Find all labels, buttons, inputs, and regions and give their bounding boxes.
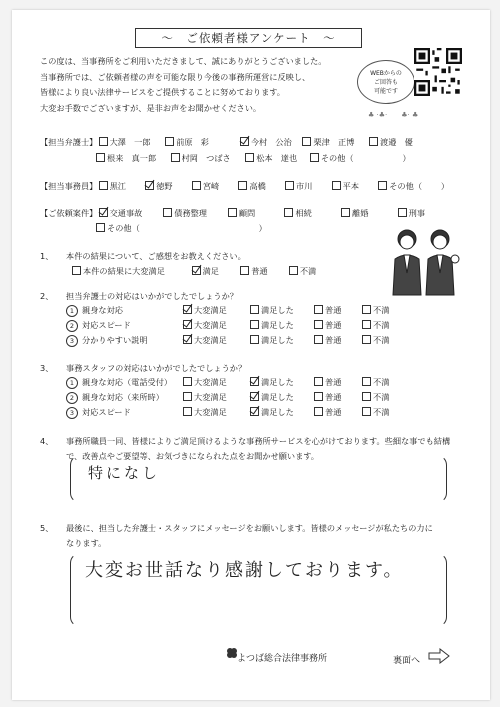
checkbox[interactable] <box>250 305 259 314</box>
checkbox[interactable] <box>362 392 371 401</box>
rating-choice[interactable] <box>250 335 294 346</box>
staff-name: その他（ <box>389 181 423 191</box>
rating-choice[interactable] <box>183 335 227 346</box>
choice-label: 大変満足 <box>194 392 227 402</box>
case-option[interactable] <box>163 207 225 219</box>
choice-label: 大変満足 <box>194 407 227 417</box>
lawyer-option[interactable] <box>96 152 168 164</box>
choice-label: 不満 <box>373 377 390 387</box>
staff-name: 高橋 <box>249 181 266 191</box>
choice-label: 不満 <box>373 305 390 315</box>
rating-choice[interactable] <box>314 377 341 388</box>
staff-name: 平本 <box>342 181 360 191</box>
checkbox[interactable] <box>362 320 371 329</box>
checkbox[interactable] <box>250 335 259 344</box>
lawyer-row-2 <box>96 152 411 164</box>
lawyer-label: 【担当弁護士】 <box>40 137 98 147</box>
close-paren: ） <box>440 181 450 191</box>
staff-label: 【担当事務員】 <box>40 181 98 191</box>
q1-option[interactable] <box>240 265 286 277</box>
checkbox[interactable] <box>314 407 323 416</box>
item-number: 3 <box>66 335 78 347</box>
choice-label: 満足した <box>261 320 294 330</box>
choice-label: 大変満足 <box>194 377 227 387</box>
q1-option-label: 本件の結果に大変満足 <box>83 266 165 276</box>
checkbox[interactable] <box>183 320 192 329</box>
choice-label: 満足した <box>261 392 294 402</box>
q4-text: 4、 事務所職員一同、皆様によりご満足頂けるような事務所サービスを心がけております。些細な事でも結構 <box>40 436 451 446</box>
checkbox[interactable] <box>362 305 371 314</box>
arrow-right-icon[interactable] <box>428 648 450 664</box>
rating-item-label <box>66 407 131 419</box>
staff-option[interactable] <box>378 180 438 192</box>
rating-item-label <box>66 320 131 332</box>
firm-name: よつば総合法律事務所 <box>237 654 328 664</box>
q3-text: 3、 事務スタッフの対応はいかがでしたでしょうか？ <box>40 363 247 373</box>
item-label: 対応スピード <box>82 407 131 417</box>
close-paren: ） <box>258 223 267 233</box>
checkbox[interactable] <box>314 392 323 401</box>
checkbox[interactable] <box>183 305 192 314</box>
item-number: 3 <box>66 407 78 419</box>
checkbox[interactable] <box>250 377 259 386</box>
rating-choice[interactable] <box>314 305 341 316</box>
rating-choice[interactable] <box>314 320 341 331</box>
q1-option[interactable] <box>72 265 189 277</box>
q1-option-label: 普通 <box>251 266 268 276</box>
staff-name: 黒江 <box>109 181 126 191</box>
lawyer-name: 前原 彩 <box>176 137 209 147</box>
rating-choice[interactable] <box>250 407 294 418</box>
rating-choice[interactable] <box>314 392 341 403</box>
rating-choice[interactable] <box>183 320 227 331</box>
lawyer-option[interactable] <box>369 136 429 148</box>
staff-option[interactable] <box>192 180 236 192</box>
case-label: 【ご依頼案件】 <box>40 208 98 218</box>
item-label: 分かりやすい説明 <box>82 335 148 345</box>
rating-choice[interactable] <box>183 392 227 403</box>
case-name: 交通事故 <box>109 208 143 218</box>
staff-name: 宮崎 <box>202 181 220 191</box>
choice-label: 不満 <box>373 407 390 417</box>
choice-label: 満足した <box>261 407 294 417</box>
checkbox[interactable] <box>314 335 323 344</box>
choice-label: 不満 <box>373 335 390 345</box>
rating-choice[interactable] <box>250 392 294 403</box>
case-name: 顧問 <box>238 208 256 218</box>
lawyer-row-1 <box>40 136 429 148</box>
rating-item-label <box>66 377 172 389</box>
case-option[interactable] <box>284 207 338 219</box>
rating-item-label <box>66 305 123 317</box>
page-title: ～ ご依頼者様アンケート ～ <box>135 28 362 48</box>
choice-label: 普通 <box>325 407 342 417</box>
item-number: 1 <box>66 305 78 317</box>
intro-line: 当事務所では、ご依頼者様の声を可能な限り今後の事務所運営に反映し、 <box>40 71 311 82</box>
lawyer-option[interactable] <box>165 136 237 148</box>
checkbox[interactable] <box>362 377 371 386</box>
q5-text-line2: なります。 <box>66 538 107 548</box>
case-option[interactable] <box>99 207 161 219</box>
rating-choice[interactable] <box>183 407 227 418</box>
lawyer-name: 松本 達也 <box>256 153 298 163</box>
checkbox[interactable] <box>362 407 371 416</box>
item-label: 親身な対応（電話受付） <box>82 377 173 387</box>
checkbox[interactable] <box>183 407 192 416</box>
intro-line: この度は、当事務所をご利用いただきまして、誠にありがとうございました。 <box>40 56 327 66</box>
q5-text: 5、 最後に、担当した弁護士・スタッフにメッセージをお願いします。皆様のメッセージが私たちの力に <box>40 523 433 533</box>
item-label: 対応スピード <box>82 320 131 330</box>
q5-answer: 大変お世話なり感謝しております。 <box>85 560 404 581</box>
rating-choice[interactable] <box>183 305 227 316</box>
checkbox[interactable] <box>183 392 192 401</box>
intro-text <box>40 54 370 116</box>
q4-text-line2: で、改善点やご要望等、お気づきになられた点をお聞かせ願います。 <box>66 451 319 461</box>
lawyer-option[interactable] <box>245 152 307 164</box>
checkbox[interactable] <box>250 392 259 401</box>
choice-label: 普通 <box>325 377 342 387</box>
item-label: 親身な対応 <box>82 305 123 315</box>
choice-label: 普通 <box>325 392 342 402</box>
q1-option-label: 不満 <box>299 266 317 276</box>
staff-illustration <box>385 225 465 303</box>
choice-label: 大変満足 <box>194 320 227 330</box>
lawyer-option[interactable] <box>171 152 243 164</box>
case-option[interactable] <box>228 207 282 219</box>
checkbox[interactable] <box>314 320 323 329</box>
staff-option[interactable] <box>285 180 329 192</box>
case-name: 相続 <box>295 208 312 218</box>
choice-label: 満足した <box>261 305 294 315</box>
close-paren: ） <box>402 153 411 163</box>
choice-label: 満足した <box>261 335 294 345</box>
lawyer-name: 渡邉 優 <box>380 137 413 147</box>
back-page-link[interactable]: 裏面へ <box>393 656 421 666</box>
case-row-1 <box>40 207 438 219</box>
checkbox[interactable] <box>314 377 323 386</box>
rating-choice[interactable] <box>362 377 389 388</box>
bubble-line: ご回答も <box>373 78 398 86</box>
choice-label: 不満 <box>373 392 390 402</box>
item-number: 2 <box>66 320 78 332</box>
q1-option[interactable] <box>192 265 238 277</box>
choice-label: 満足した <box>261 377 294 387</box>
intro-line: 皆様により良い法律サービスをご提供することに努めております。 <box>40 87 285 97</box>
case-name: その他（ <box>107 223 140 233</box>
rating-item-label <box>66 392 164 404</box>
checkbox[interactable] <box>183 377 192 386</box>
staff-option[interactable] <box>238 180 282 192</box>
rating-choice[interactable] <box>250 377 294 388</box>
q4-answer: 特になし <box>88 464 161 482</box>
rating-choice[interactable] <box>362 407 389 418</box>
rating-choice[interactable] <box>183 377 227 388</box>
staff-option[interactable] <box>145 180 189 192</box>
lawyer-option[interactable] <box>99 136 163 148</box>
rating-choice[interactable] <box>362 320 389 331</box>
case-option[interactable] <box>341 207 395 219</box>
case-option[interactable] <box>96 222 256 234</box>
checkbox[interactable] <box>250 407 259 416</box>
lawyer-name: その他（ <box>320 153 354 163</box>
choice-label: 大変満足 <box>194 305 227 315</box>
web-answer-bubble <box>357 60 415 104</box>
checkbox[interactable] <box>250 320 259 329</box>
rating-choice[interactable] <box>362 305 389 316</box>
q1-text: 1、 本件の結果について、ご感想をお教えください。 <box>40 251 246 261</box>
rating-choice[interactable] <box>250 305 294 316</box>
bubble-line: 可能です <box>373 87 398 95</box>
q1-option-label: 満足 <box>202 266 219 276</box>
rating-choice[interactable] <box>362 392 389 403</box>
lawyer-name: 大澤 一郎 <box>109 137 151 147</box>
lawyer-name: 根来 真一郎 <box>107 153 157 163</box>
lawyer-name: 今村 公治 <box>250 137 292 147</box>
item-label: 親身な対応（来所時） <box>82 392 164 402</box>
case-name: 離婚 <box>352 208 369 218</box>
lawyer-option[interactable] <box>310 152 400 164</box>
qr-code-icon[interactable] <box>414 48 462 96</box>
staff-name: 市川 <box>296 181 313 191</box>
choice-label: 不満 <box>373 320 390 330</box>
case-name: 刑事 <box>408 208 426 218</box>
lawyer-option[interactable] <box>302 136 366 148</box>
case-option[interactable] <box>398 207 438 219</box>
case-row-2 <box>96 222 267 234</box>
staff-row <box>40 180 449 192</box>
checkbox[interactable] <box>183 335 192 344</box>
q1-options <box>72 265 329 277</box>
lawyer-name: 栗津 正博 <box>313 137 355 147</box>
clover-decoration: ♣ ·♣· ♣· ♣ <box>368 111 419 119</box>
lawyer-option[interactable] <box>240 136 300 148</box>
rating-choice[interactable] <box>250 320 294 331</box>
rating-choice[interactable] <box>314 335 341 346</box>
choice-label: 普通 <box>325 335 342 345</box>
rating-choice[interactable] <box>314 407 341 418</box>
case-name: 債務整理 <box>174 208 207 218</box>
bubble-line: WEBからの <box>370 69 402 77</box>
item-number: 2 <box>66 392 78 404</box>
choice-label: 大変満足 <box>194 335 227 345</box>
staff-option[interactable] <box>99 180 143 192</box>
rating-item-label <box>66 335 148 347</box>
intro-line: 大変お手数でございますが、是非お声をお聞かせください。 <box>40 102 262 113</box>
choice-label: 普通 <box>325 305 342 315</box>
lawyer-name: 村岡 つばさ <box>181 153 231 163</box>
checkbox[interactable] <box>362 335 371 344</box>
item-number: 1 <box>66 377 78 389</box>
staff-option[interactable] <box>332 180 376 192</box>
q1-option[interactable] <box>289 265 329 277</box>
q2-text: 2、 担当弁護士の対応はいかがでしたでしょうか？ <box>40 291 238 301</box>
checkbox[interactable] <box>314 305 323 314</box>
rating-choice[interactable] <box>362 335 389 346</box>
staff-name: 徳野 <box>156 181 173 191</box>
choice-label: 普通 <box>325 320 342 330</box>
